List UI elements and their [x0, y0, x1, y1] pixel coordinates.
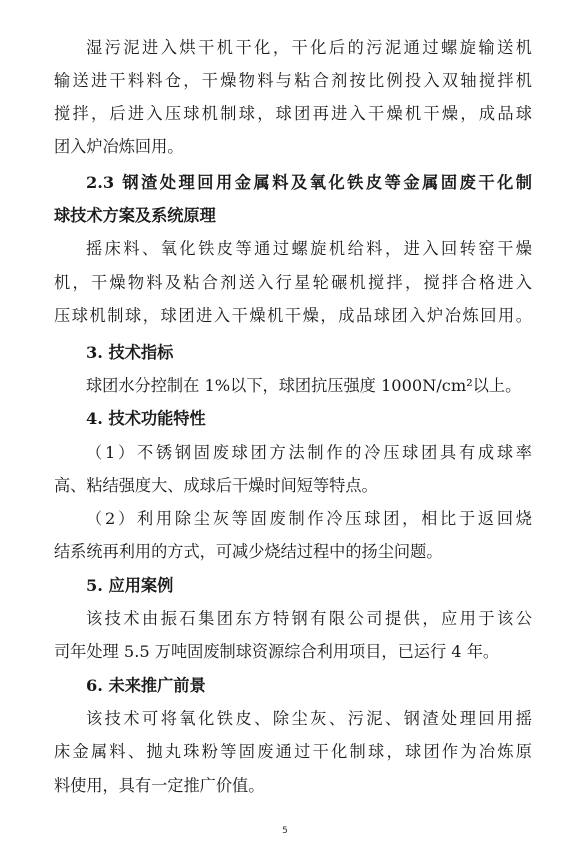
paragraph-line: 球团水分控制在 1%以下，球团抗压强度 1000N/cm²以上。	[86, 376, 522, 395]
section-heading: 2.3 钢渣处理回用金属料及氧化铁皮等金属固废干化制	[86, 173, 532, 192]
paragraph-line: 搅拌，后进入压球机制球，球团再进入干燥机干燥，成品球	[54, 104, 532, 123]
section-heading: 6. 未来推广前景	[86, 676, 206, 695]
paragraph-line: 机，干燥物料及粘合剂送入行星轮碾机搅拌，搅拌合格进入	[54, 273, 532, 292]
paragraph-line: 压球机制球，球团进入干燥机干燥，成品球团入炉冶炼回用。	[54, 306, 532, 325]
paragraph-line: 料使用，具有一定推广价值。	[54, 776, 265, 795]
paragraph-line: （1）不锈钢固废球团方法制作的冷压球团具有成球率	[86, 443, 532, 462]
paragraph-line: 结系统再利用的方式，可减少烧结过程中的扬尘问题。	[54, 542, 443, 561]
paragraph-line: 该技术由振石集团东方特钢有限公司提供，应用于该公	[86, 609, 532, 628]
paragraph-line: 摇床料、氧化铁皮等通过螺旋机给料，进入回转窑干燥	[86, 239, 532, 258]
paragraph-line: 团入炉冶炼回用。	[54, 137, 184, 156]
paragraph-line: 司年处理 5.5 万吨固废制球资源综合利用项目，已运行 4 年。	[54, 642, 500, 661]
paragraph-line: 输送进干料料仓，干燥物料与粘合剂按比例投入双轴搅拌机	[54, 71, 532, 90]
section-heading: 5. 应用案例	[86, 576, 174, 595]
section-heading: 球技术方案及系统原理	[54, 206, 216, 225]
paragraph-line: 湿污泥进入烘干机干化，干化后的污泥通过螺旋输送机	[86, 38, 532, 57]
paragraph-line: 床金属料、抛丸珠粉等固废通过干化制球，球团作为冶炼原	[54, 742, 532, 761]
section-heading: 3. 技术指标	[86, 343, 174, 362]
paragraph-line: （2）利用除尘灰等固废制作冷压球团，相比于返回烧	[86, 509, 532, 528]
page-number: 5	[282, 826, 288, 836]
paragraph-line: 高、粘结强度大、成球后干燥时间短等特点。	[54, 476, 378, 495]
paragraph-line: 该技术可将氧化铁皮、除尘灰、污泥、钢渣处理回用摇	[86, 709, 532, 728]
section-heading: 4. 技术功能特性	[86, 409, 206, 428]
